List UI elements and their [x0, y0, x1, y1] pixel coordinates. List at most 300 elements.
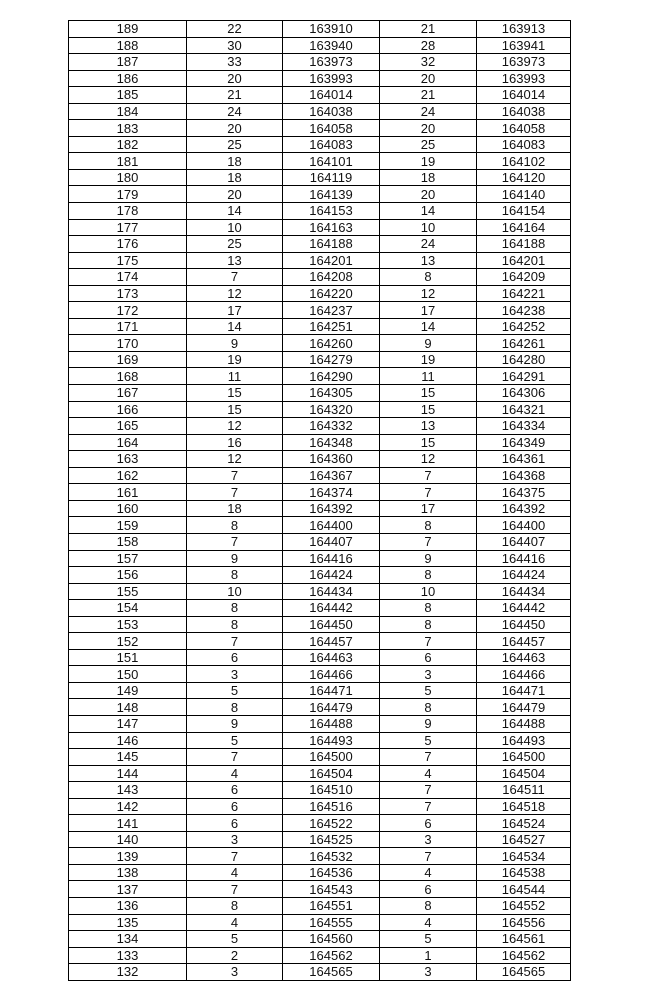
cumulative-a-cell: 163940 [283, 37, 380, 54]
table-row [69, 87, 571, 104]
score-cell: 170 [69, 335, 187, 352]
cumulative-b-cell: 164479 [477, 699, 571, 716]
score-table-body [69, 21, 571, 981]
count-a-cell: 25 [187, 136, 283, 153]
score-cell: 181 [69, 153, 187, 170]
count-a-cell: 20 [187, 70, 283, 87]
cumulative-a-cell: 164424 [283, 567, 380, 584]
cumulative-a-cell: 164516 [283, 798, 380, 815]
cumulative-b-cell: 164518 [477, 798, 571, 815]
cumulative-a-cell: 164560 [283, 931, 380, 948]
count-b-cell: 1 [380, 947, 477, 964]
cumulative-b-cell: 164014 [477, 87, 571, 104]
table-row [69, 567, 571, 584]
cumulative-b-cell: 164457 [477, 633, 571, 650]
score-cell: 144 [69, 765, 187, 782]
cumulative-b-cell: 164424 [477, 567, 571, 584]
score-cell: 189 [69, 21, 187, 38]
count-a-cell: 9 [187, 715, 283, 732]
count-a-cell: 25 [187, 236, 283, 253]
score-cell: 165 [69, 418, 187, 435]
table-row [69, 467, 571, 484]
table-row [69, 285, 571, 302]
cumulative-a-cell: 164407 [283, 533, 380, 550]
table-row [69, 964, 571, 981]
count-a-cell: 21 [187, 87, 283, 104]
count-a-cell: 6 [187, 815, 283, 832]
table-row [69, 600, 571, 617]
count-b-cell: 6 [380, 815, 477, 832]
count-a-cell: 7 [187, 467, 283, 484]
score-cell: 164 [69, 434, 187, 451]
table-row [69, 236, 571, 253]
cumulative-b-cell: 164221 [477, 285, 571, 302]
cumulative-b-cell: 164140 [477, 186, 571, 203]
count-b-cell: 9 [380, 550, 477, 567]
score-cell: 140 [69, 831, 187, 848]
count-b-cell: 13 [380, 418, 477, 435]
score-cell: 145 [69, 749, 187, 766]
cumulative-a-cell: 164493 [283, 732, 380, 749]
score-cell: 167 [69, 385, 187, 402]
cumulative-a-cell: 164466 [283, 666, 380, 683]
count-b-cell: 21 [380, 87, 477, 104]
count-b-cell: 21 [380, 21, 477, 38]
cumulative-b-cell: 164375 [477, 484, 571, 501]
cumulative-b-cell: 164188 [477, 236, 571, 253]
count-b-cell: 17 [380, 500, 477, 517]
table-row [69, 517, 571, 534]
cumulative-a-cell: 164416 [283, 550, 380, 567]
count-a-cell: 10 [187, 583, 283, 600]
score-cell: 187 [69, 54, 187, 71]
table-row [69, 434, 571, 451]
cumulative-b-cell: 164534 [477, 848, 571, 865]
cumulative-b-cell: 164434 [477, 583, 571, 600]
table-row [69, 931, 571, 948]
count-b-cell: 8 [380, 517, 477, 534]
count-a-cell: 20 [187, 186, 283, 203]
score-cell: 180 [69, 169, 187, 186]
score-cell: 141 [69, 815, 187, 832]
score-cell: 169 [69, 351, 187, 368]
table-row [69, 318, 571, 335]
cumulative-a-cell: 164504 [283, 765, 380, 782]
cumulative-a-cell: 164251 [283, 318, 380, 335]
table-row [69, 666, 571, 683]
cumulative-a-cell: 164522 [283, 815, 380, 832]
score-cell: 142 [69, 798, 187, 815]
table-row [69, 219, 571, 236]
count-b-cell: 4 [380, 765, 477, 782]
count-b-cell: 7 [380, 533, 477, 550]
score-cell: 160 [69, 500, 187, 517]
cumulative-a-cell: 164305 [283, 385, 380, 402]
cumulative-a-cell: 164220 [283, 285, 380, 302]
score-cell: 132 [69, 964, 187, 981]
count-b-cell: 11 [380, 368, 477, 385]
score-cell: 147 [69, 715, 187, 732]
cumulative-b-cell: 164154 [477, 203, 571, 220]
score-cell: 171 [69, 318, 187, 335]
cumulative-a-cell: 164188 [283, 236, 380, 253]
count-a-cell: 10 [187, 219, 283, 236]
table-row [69, 136, 571, 153]
cumulative-b-cell: 163973 [477, 54, 571, 71]
table-row [69, 765, 571, 782]
count-a-cell: 8 [187, 616, 283, 633]
count-b-cell: 4 [380, 864, 477, 881]
count-a-cell: 14 [187, 203, 283, 220]
table-row [69, 252, 571, 269]
count-b-cell: 20 [380, 186, 477, 203]
score-cell: 159 [69, 517, 187, 534]
cumulative-a-cell: 163993 [283, 70, 380, 87]
count-b-cell: 20 [380, 70, 477, 87]
cumulative-b-cell: 164392 [477, 500, 571, 517]
score-cell: 158 [69, 533, 187, 550]
table-row [69, 864, 571, 881]
table-row [69, 732, 571, 749]
score-cell: 184 [69, 103, 187, 120]
cumulative-a-cell: 163910 [283, 21, 380, 38]
cumulative-a-cell: 164400 [283, 517, 380, 534]
score-cell: 176 [69, 236, 187, 253]
cumulative-b-cell: 164038 [477, 103, 571, 120]
count-a-cell: 4 [187, 864, 283, 881]
score-cell: 150 [69, 666, 187, 683]
cumulative-b-cell: 164552 [477, 897, 571, 914]
table-row [69, 897, 571, 914]
count-b-cell: 20 [380, 120, 477, 137]
cumulative-a-cell: 164434 [283, 583, 380, 600]
cumulative-a-cell: 164367 [283, 467, 380, 484]
count-a-cell: 8 [187, 517, 283, 534]
table-row [69, 368, 571, 385]
count-b-cell: 5 [380, 682, 477, 699]
score-cell: 149 [69, 682, 187, 699]
cumulative-a-cell: 164101 [283, 153, 380, 170]
table-row [69, 418, 571, 435]
cumulative-a-cell: 164479 [283, 699, 380, 716]
count-a-cell: 19 [187, 351, 283, 368]
cumulative-a-cell: 164457 [283, 633, 380, 650]
count-b-cell: 12 [380, 451, 477, 468]
score-cell: 156 [69, 567, 187, 584]
cumulative-a-cell: 164348 [283, 434, 380, 451]
count-a-cell: 6 [187, 782, 283, 799]
table-row [69, 54, 571, 71]
cumulative-a-cell: 164058 [283, 120, 380, 137]
table-row [69, 881, 571, 898]
cumulative-b-cell: 164321 [477, 401, 571, 418]
count-a-cell: 12 [187, 451, 283, 468]
cumulative-b-cell: 164442 [477, 600, 571, 617]
score-cell: 155 [69, 583, 187, 600]
score-cell: 154 [69, 600, 187, 617]
count-b-cell: 24 [380, 103, 477, 120]
count-a-cell: 3 [187, 964, 283, 981]
score-cell: 157 [69, 550, 187, 567]
count-a-cell: 8 [187, 699, 283, 716]
count-a-cell: 8 [187, 600, 283, 617]
score-cell: 178 [69, 203, 187, 220]
table-row [69, 351, 571, 368]
cumulative-a-cell: 164555 [283, 914, 380, 931]
score-cell: 133 [69, 947, 187, 964]
score-cell: 166 [69, 401, 187, 418]
cumulative-b-cell: 164524 [477, 815, 571, 832]
count-b-cell: 15 [380, 385, 477, 402]
table-row [69, 103, 571, 120]
table-row [69, 782, 571, 799]
score-cell: 175 [69, 252, 187, 269]
table-row [69, 914, 571, 931]
score-cell: 174 [69, 269, 187, 286]
count-a-cell: 7 [187, 484, 283, 501]
count-a-cell: 7 [187, 633, 283, 650]
count-b-cell: 18 [380, 169, 477, 186]
count-b-cell: 10 [380, 219, 477, 236]
score-cell: 161 [69, 484, 187, 501]
table-row [69, 169, 571, 186]
count-b-cell: 8 [380, 897, 477, 914]
score-cell: 188 [69, 37, 187, 54]
count-b-cell: 4 [380, 914, 477, 931]
score-cell: 183 [69, 120, 187, 137]
count-a-cell: 9 [187, 550, 283, 567]
score-cell: 146 [69, 732, 187, 749]
cumulative-a-cell: 164360 [283, 451, 380, 468]
count-a-cell: 7 [187, 848, 283, 865]
count-a-cell: 5 [187, 931, 283, 948]
count-b-cell: 8 [380, 567, 477, 584]
count-a-cell: 30 [187, 37, 283, 54]
count-a-cell: 8 [187, 897, 283, 914]
score-cell: 168 [69, 368, 187, 385]
count-b-cell: 10 [380, 583, 477, 600]
count-a-cell: 7 [187, 269, 283, 286]
score-cell: 139 [69, 848, 187, 865]
cumulative-b-cell: 164058 [477, 120, 571, 137]
count-b-cell: 8 [380, 600, 477, 617]
table-row [69, 203, 571, 220]
score-cell: 137 [69, 881, 187, 898]
cumulative-b-cell: 164511 [477, 782, 571, 799]
cumulative-b-cell: 164261 [477, 335, 571, 352]
cumulative-a-cell: 164260 [283, 335, 380, 352]
cumulative-a-cell: 164551 [283, 897, 380, 914]
cumulative-a-cell: 164083 [283, 136, 380, 153]
cumulative-b-cell: 164544 [477, 881, 571, 898]
count-a-cell: 12 [187, 285, 283, 302]
table-row [69, 633, 571, 650]
score-cell: 179 [69, 186, 187, 203]
cumulative-a-cell: 164374 [283, 484, 380, 501]
cumulative-b-cell: 164556 [477, 914, 571, 931]
table-row [69, 947, 571, 964]
count-a-cell: 22 [187, 21, 283, 38]
cumulative-b-cell: 164562 [477, 947, 571, 964]
count-b-cell: 7 [380, 782, 477, 799]
count-b-cell: 5 [380, 732, 477, 749]
table-row [69, 831, 571, 848]
count-b-cell: 13 [380, 252, 477, 269]
cumulative-a-cell: 164525 [283, 831, 380, 848]
cumulative-b-cell: 164349 [477, 434, 571, 451]
cumulative-b-cell: 164361 [477, 451, 571, 468]
count-a-cell: 5 [187, 732, 283, 749]
table-row [69, 533, 571, 550]
count-b-cell: 28 [380, 37, 477, 54]
cumulative-b-cell: 164463 [477, 649, 571, 666]
count-a-cell: 17 [187, 302, 283, 319]
cumulative-a-cell: 164510 [283, 782, 380, 799]
table-row [69, 335, 571, 352]
score-cell: 163 [69, 451, 187, 468]
count-a-cell: 12 [187, 418, 283, 435]
cumulative-b-cell: 164493 [477, 732, 571, 749]
count-b-cell: 25 [380, 136, 477, 153]
count-b-cell: 7 [380, 749, 477, 766]
cumulative-a-cell: 164208 [283, 269, 380, 286]
count-b-cell: 3 [380, 831, 477, 848]
cumulative-b-cell: 164334 [477, 418, 571, 435]
cumulative-b-cell: 164504 [477, 765, 571, 782]
score-cell: 186 [69, 70, 187, 87]
count-b-cell: 7 [380, 798, 477, 815]
score-cell: 153 [69, 616, 187, 633]
count-b-cell: 9 [380, 715, 477, 732]
cumulative-a-cell: 164392 [283, 500, 380, 517]
count-b-cell: 32 [380, 54, 477, 71]
cumulative-b-cell: 164407 [477, 533, 571, 550]
table-row [69, 269, 571, 286]
table-row [69, 500, 571, 517]
count-b-cell: 7 [380, 633, 477, 650]
cumulative-a-cell: 164014 [283, 87, 380, 104]
cumulative-a-cell: 164038 [283, 103, 380, 120]
table-row [69, 649, 571, 666]
count-a-cell: 20 [187, 120, 283, 137]
count-a-cell: 7 [187, 533, 283, 550]
count-a-cell: 3 [187, 831, 283, 848]
cumulative-b-cell: 164565 [477, 964, 571, 981]
count-a-cell: 2 [187, 947, 283, 964]
cumulative-b-cell: 164306 [477, 385, 571, 402]
count-b-cell: 9 [380, 335, 477, 352]
count-a-cell: 18 [187, 500, 283, 517]
cumulative-b-cell: 164164 [477, 219, 571, 236]
cumulative-a-cell: 164536 [283, 864, 380, 881]
cumulative-b-cell: 164083 [477, 136, 571, 153]
count-b-cell: 19 [380, 351, 477, 368]
count-b-cell: 3 [380, 964, 477, 981]
score-cell: 136 [69, 897, 187, 914]
table-row [69, 715, 571, 732]
cumulative-b-cell: 164238 [477, 302, 571, 319]
cumulative-a-cell: 164450 [283, 616, 380, 633]
cumulative-a-cell: 164543 [283, 881, 380, 898]
table-row [69, 699, 571, 716]
count-b-cell: 8 [380, 616, 477, 633]
cumulative-a-cell: 164119 [283, 169, 380, 186]
count-a-cell: 33 [187, 54, 283, 71]
table-row [69, 186, 571, 203]
cumulative-a-cell: 164565 [283, 964, 380, 981]
count-a-cell: 4 [187, 765, 283, 782]
table-row [69, 550, 571, 567]
score-cell: 135 [69, 914, 187, 931]
cumulative-b-cell: 164450 [477, 616, 571, 633]
count-b-cell: 5 [380, 931, 477, 948]
count-b-cell: 7 [380, 848, 477, 865]
count-b-cell: 14 [380, 203, 477, 220]
table-row [69, 798, 571, 815]
cumulative-a-cell: 164290 [283, 368, 380, 385]
cumulative-a-cell: 164163 [283, 219, 380, 236]
table-row [69, 848, 571, 865]
cumulative-b-cell: 164416 [477, 550, 571, 567]
table-row [69, 302, 571, 319]
table-row [69, 21, 571, 38]
count-a-cell: 16 [187, 434, 283, 451]
cumulative-b-cell: 164538 [477, 864, 571, 881]
score-cell: 138 [69, 864, 187, 881]
score-cell: 185 [69, 87, 187, 104]
count-a-cell: 18 [187, 169, 283, 186]
cumulative-b-cell: 164280 [477, 351, 571, 368]
score-cell: 173 [69, 285, 187, 302]
cumulative-a-cell: 164471 [283, 682, 380, 699]
cumulative-a-cell: 164500 [283, 749, 380, 766]
count-a-cell: 11 [187, 368, 283, 385]
cumulative-b-cell: 164252 [477, 318, 571, 335]
cumulative-a-cell: 164201 [283, 252, 380, 269]
count-b-cell: 12 [380, 285, 477, 302]
count-b-cell: 24 [380, 236, 477, 253]
cumulative-a-cell: 164332 [283, 418, 380, 435]
table-row [69, 815, 571, 832]
cumulative-b-cell: 164471 [477, 682, 571, 699]
count-a-cell: 13 [187, 252, 283, 269]
table-row [69, 616, 571, 633]
cumulative-a-cell: 164532 [283, 848, 380, 865]
count-a-cell: 7 [187, 881, 283, 898]
score-cell: 148 [69, 699, 187, 716]
table-row [69, 484, 571, 501]
cumulative-b-cell: 163913 [477, 21, 571, 38]
table-row [69, 401, 571, 418]
cumulative-a-cell: 164442 [283, 600, 380, 617]
cumulative-b-cell: 164488 [477, 715, 571, 732]
cumulative-b-cell: 164368 [477, 467, 571, 484]
cumulative-b-cell: 164201 [477, 252, 571, 269]
count-a-cell: 8 [187, 567, 283, 584]
cumulative-a-cell: 164279 [283, 351, 380, 368]
count-b-cell: 7 [380, 467, 477, 484]
count-b-cell: 8 [380, 699, 477, 716]
count-b-cell: 3 [380, 666, 477, 683]
count-b-cell: 14 [380, 318, 477, 335]
count-a-cell: 24 [187, 103, 283, 120]
table-row [69, 37, 571, 54]
count-b-cell: 17 [380, 302, 477, 319]
table-row [69, 70, 571, 87]
score-cell: 177 [69, 219, 187, 236]
cumulative-b-cell: 164400 [477, 517, 571, 534]
count-a-cell: 9 [187, 335, 283, 352]
